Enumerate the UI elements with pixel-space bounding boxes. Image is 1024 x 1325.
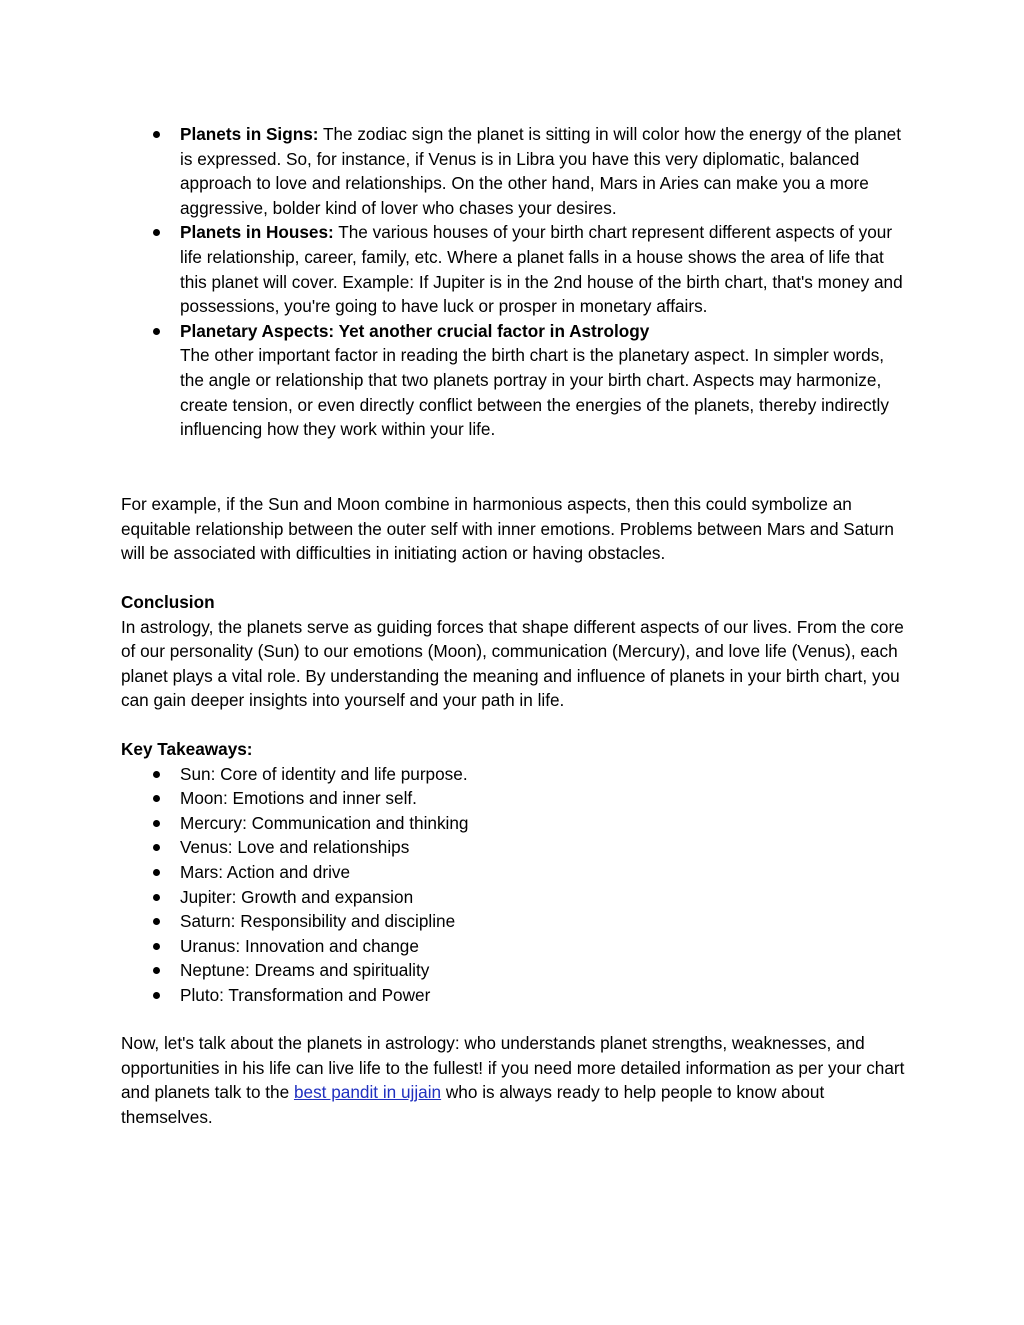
- list-item: [121, 934, 911, 959]
- bullet-icon: [153, 967, 160, 974]
- takeaway-text: Uranus: Innovation and change: [180, 935, 419, 956]
- bullet-icon: [153, 771, 160, 778]
- planet-factors-list: [121, 122, 911, 442]
- list-item-heading: Planetary Aspects: Yet another crucial factor in Astrology: [180, 320, 650, 341]
- list-item: [121, 983, 911, 1008]
- list-item: [121, 958, 911, 983]
- bullet-icon: [153, 992, 160, 999]
- bullet-icon: [153, 820, 160, 827]
- list-item: [121, 319, 911, 442]
- bullet-icon: [153, 328, 160, 335]
- bullet-icon: [153, 844, 160, 851]
- bullet-icon: [153, 229, 160, 236]
- list-item: [121, 122, 911, 220]
- takeaway-text: Mercury: Communication and thinking: [180, 812, 469, 833]
- takeaway-text: Moon: Emotions and inner self.: [180, 788, 417, 809]
- bullet-icon: [153, 894, 160, 901]
- takeaway-text: Jupiter: Growth and expansion: [180, 886, 414, 907]
- bullet-icon: [153, 918, 160, 925]
- list-item: [121, 811, 911, 836]
- takeaway-text: Venus: Love and relationships: [180, 837, 410, 858]
- example-paragraph: For example, if the Sun and Moon combine in harmonious aspects, then this could symbolize an equitable relationship between the outer self with inner emotions. Problems between Mars and Saturn will be associated with difficulties in initiating action or having obstacles.: [121, 494, 894, 564]
- takeaway-text: Pluto: Transformation and Power: [180, 984, 431, 1005]
- best-pandit-link[interactable]: best pandit in ujjain: [293, 1082, 442, 1103]
- closing-text-before: Now, let's talk about the planets in astrology: who understands planet strengths, weaknesses, and opportunities in his life can live life to the fullest! if you need more detailed information as per your chart and planets talk to the: [121, 1033, 905, 1103]
- bullet-icon: [153, 795, 160, 802]
- takeaway-text: Saturn: Responsibility and discipline: [180, 911, 456, 932]
- bullet-icon: [153, 869, 160, 876]
- list-item: [121, 835, 911, 860]
- bullet-icon: [153, 131, 160, 138]
- list-item: [121, 786, 911, 811]
- takeaway-text: Neptune: Dreams and spirituality: [180, 960, 430, 981]
- list-item-text: The other important factor in reading the birth chart is the planetary aspect. In simpler words, the angle or relationship that two planets portray in your birth chart. Aspects may harmonize, create tension, or even directly conflict between the energies of the planets, thereby indirectly influencing how they work within your life.: [180, 345, 889, 440]
- list-item: [121, 860, 911, 885]
- list-item: [121, 762, 911, 787]
- bullet-icon: [153, 943, 160, 950]
- list-item-heading: Planets in Signs:: [180, 124, 319, 144]
- takeaway-text: Sun: Core of identity and life purpose.: [180, 763, 468, 784]
- takeaways-list: [121, 762, 911, 1008]
- closing-paragraph: [121, 1031, 911, 1129]
- conclusion-text: In astrology, the planets serve as guiding forces that shape different aspects of our lives. From the core of our personality (Sun) to our emotions (Moon), communication (Mercury), and love life (Venus), each planet plays a vital role. By understanding the meaning and influence of planets in your birth chart, you can gain deeper insights into yourself and your path in life.: [121, 616, 904, 711]
- takeaway-text: Mars: Action and drive: [180, 861, 351, 882]
- closing-text-after: who is always ready to help people to know about themselves.: [121, 1082, 825, 1127]
- conclusion-heading: Conclusion: [121, 592, 215, 612]
- takeaways-heading: Key Takeaways:: [121, 739, 253, 759]
- list-item: [121, 220, 911, 318]
- conclusion-section: [121, 590, 911, 713]
- list-item: [121, 885, 911, 910]
- list-item: [121, 909, 911, 934]
- takeaways-section: [121, 737, 911, 1008]
- list-item-heading: Planets in Houses:: [180, 222, 334, 243]
- list-item-text: The zodiac sign the planet is sitting in will color how the energy of the planet is expressed. So, for instance, if Venus is in Libra you have this very diplomatic, balanced approach to love and relationships. On the other hand, Mars in Aries can make you a more aggressive, bolder kind of lover who chases your desires.: [180, 124, 901, 218]
- list-item-text: The various houses of your birth chart represent different aspects of your life relationship, career, family, etc. Where a planet falls in a house shows the area of life that this planet will cover. Example: If Jupiter is in the 2nd house of the birth chart, that's money and possessions, you're going to have luck or prosper in monetary affairs.: [180, 222, 903, 317]
